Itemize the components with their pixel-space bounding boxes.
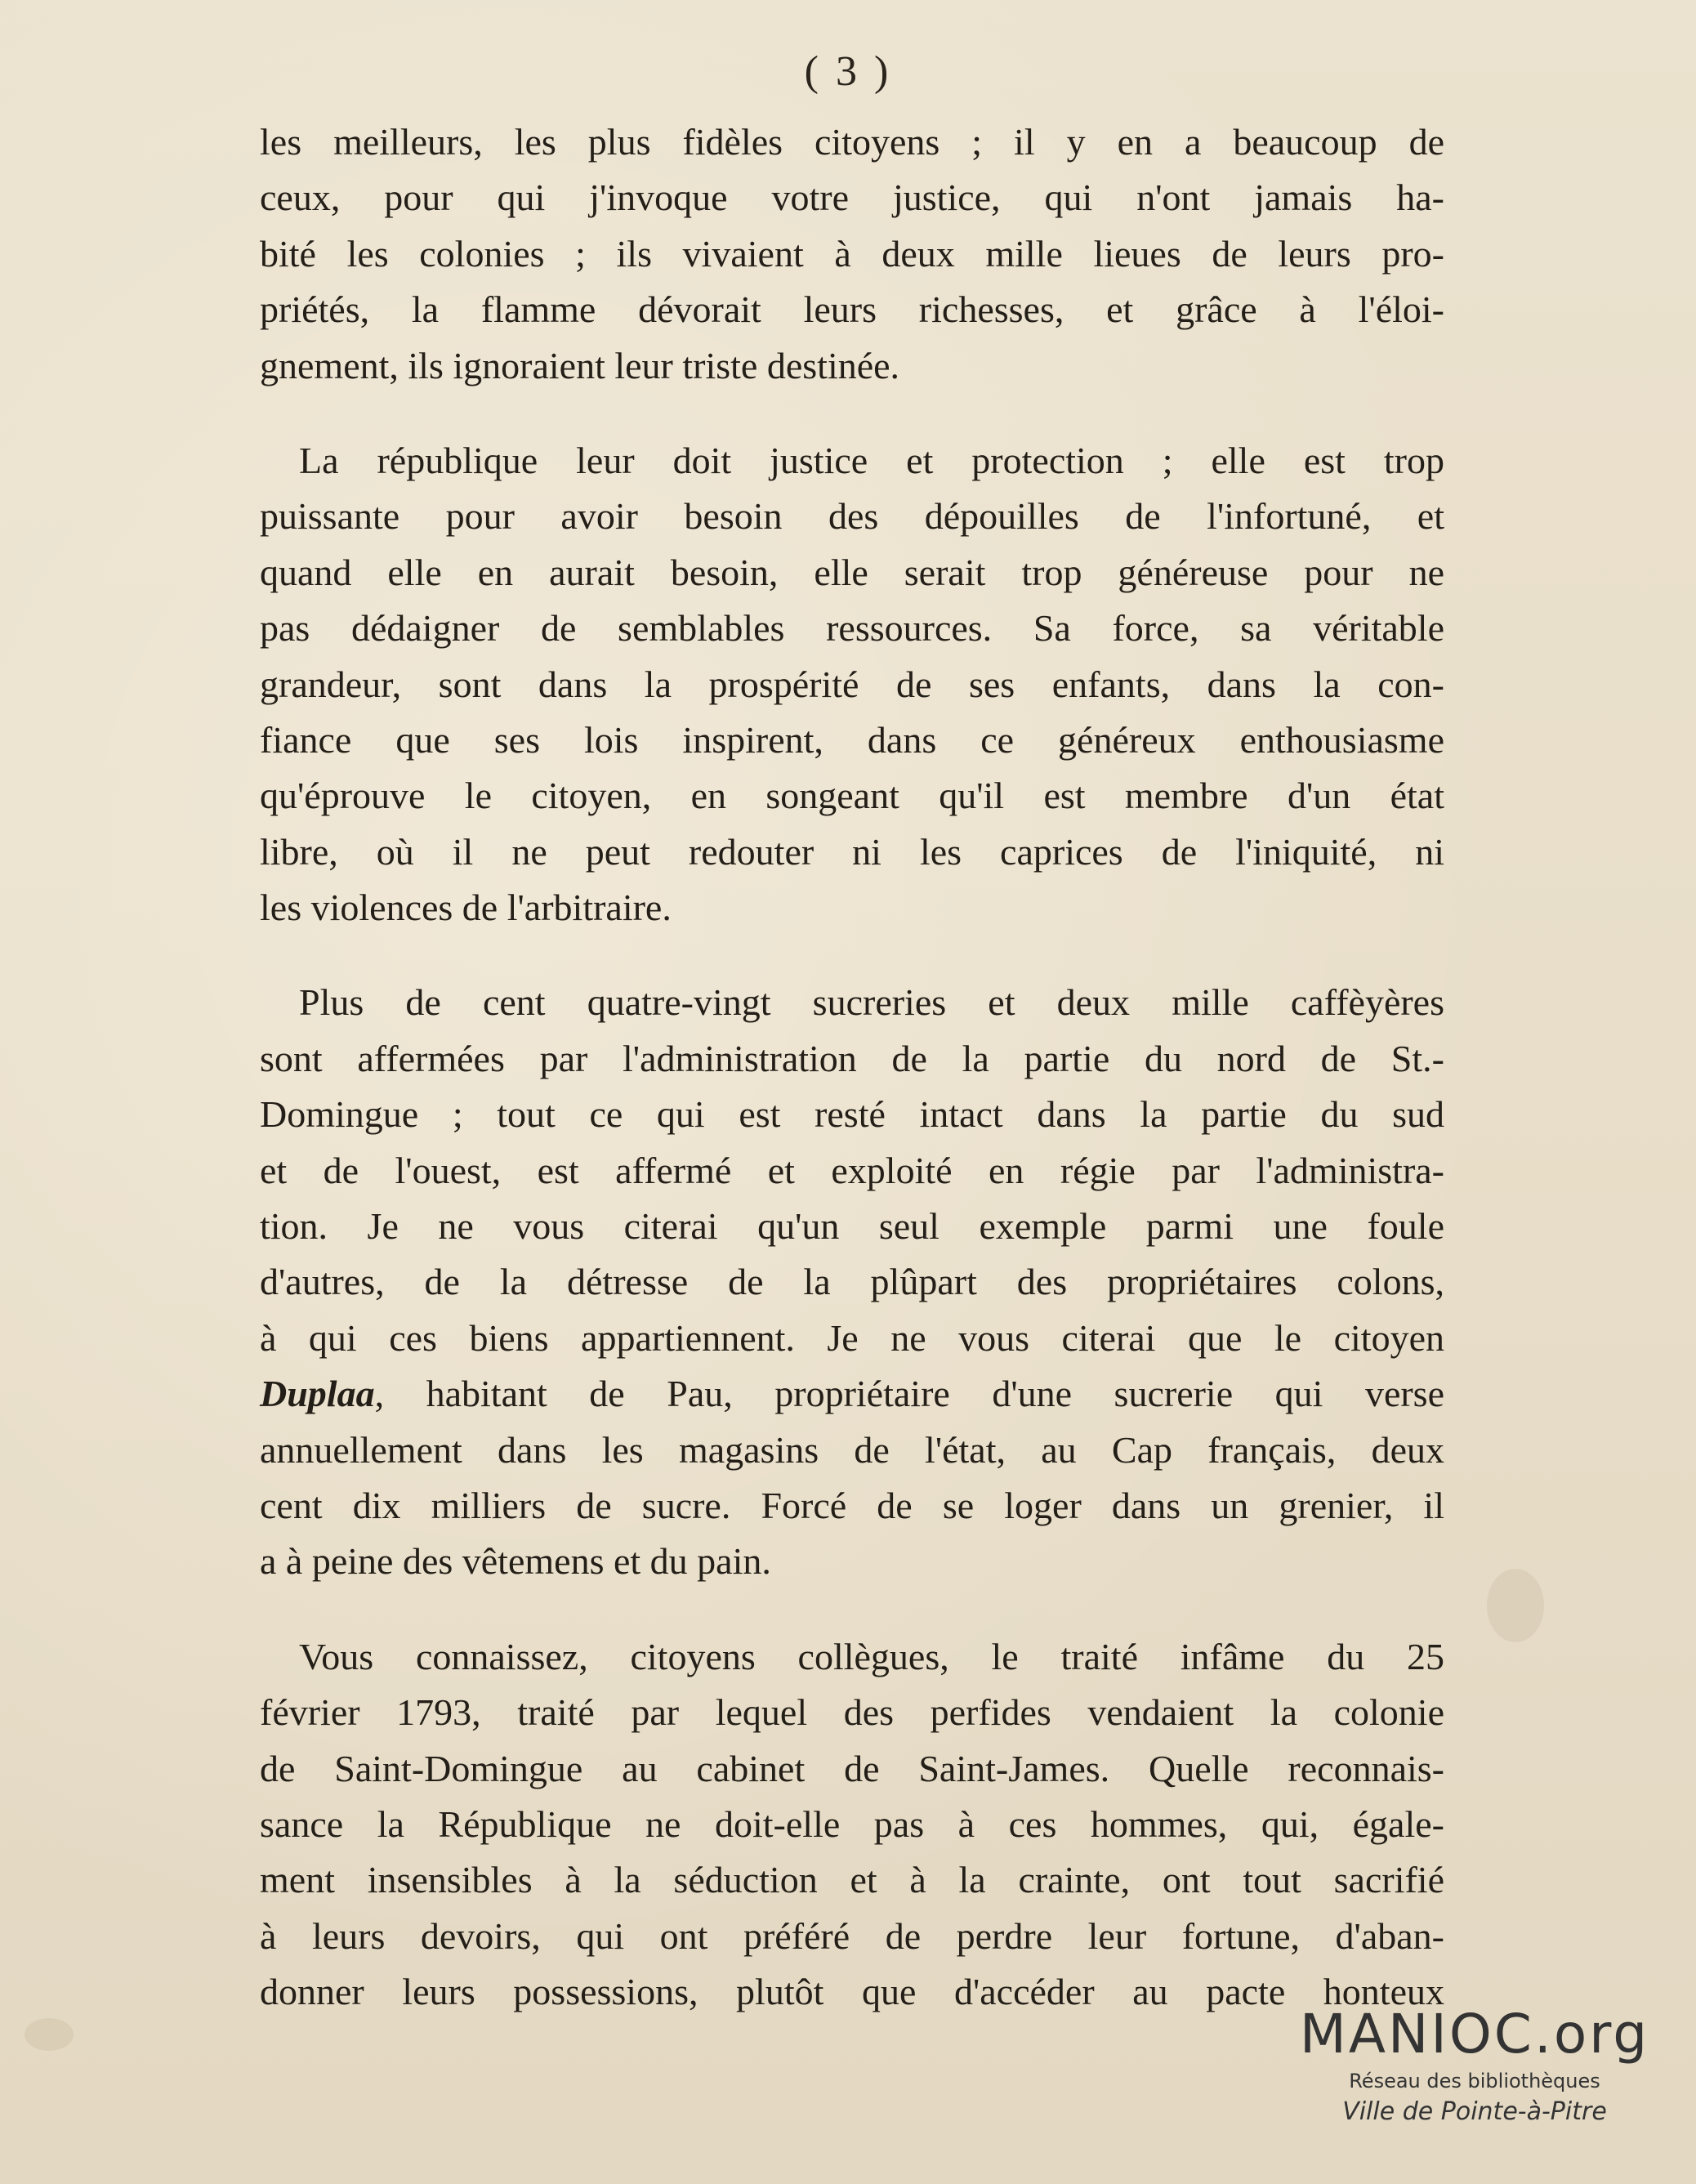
text-line: libre, où il ne peut redouter ni les caprices de l'iniquité, ni [260, 830, 1444, 873]
text-line: qu'éprouve le citoyen, en songeant qu'il est membre d'un état [260, 775, 1444, 817]
text-line: donner leurs possessions, plutôt que d'accéder au pacte honteux [260, 1971, 1444, 2013]
proper-name: Duplaa [260, 1373, 375, 1415]
paragraph-1 [260, 114, 1444, 394]
text-line: et de l'ouest, est affermé et exploité en régie par l'administra- [260, 1149, 1444, 1191]
text-line: février 1793, traité par lequel des perfides vendaient la colonie [260, 1691, 1444, 1734]
text-line: gnement, ils ignoraient leur triste destinée. [260, 344, 900, 386]
text-line: ment insensibles à la séduction et à la crainte, ont tout sacrifié [260, 1859, 1444, 1901]
text-line: sont affermées par l'administration de la partie du nord de St.- [260, 1037, 1444, 1079]
text-line: de Saint-Domingue au cabinet de Saint-James. Quelle reconnais- [260, 1747, 1444, 1789]
paragraph-4 [260, 1629, 1444, 2021]
manioc-logo: MANIOC.org [1299, 2003, 1650, 2066]
text-line: Domingue ; tout ce qui est resté intact dans la partie du sud [260, 1093, 1444, 1136]
paragraph-2 [260, 433, 1444, 936]
text-line: grandeur, sont dans la prospérité de ses enfants, dans la con- [260, 663, 1444, 705]
body-text [260, 114, 1444, 2021]
text-line: à leurs devoirs, qui ont préféré de perdre leur fortune, d'aban- [260, 1914, 1444, 1957]
text-line: ceux, pour qui j'invoque votre justice, qui n'ont jamais ha- [260, 176, 1444, 219]
text-line: quand elle en aurait besoin, elle serait trop généreuse pour ne [260, 551, 1444, 593]
watermark-subtitle: Réseau des bibliothèques [1349, 2070, 1600, 2092]
text-line: les meilleurs, les plus fidèles citoyens ; il y en a beaucoup de [260, 121, 1444, 163]
text-line: Vous connaissez, citoyens collègues, le traité infâme du 25 [299, 1635, 1444, 1677]
page-number: ( 3 ) [804, 48, 892, 95]
text-line: a à peine des vêtemens et du pain. [260, 1540, 771, 1583]
text-line: tion. Je ne vous citerai qu'un seul exemple parmi une foule [260, 1205, 1444, 1248]
paper-stain [25, 2018, 74, 2051]
paper-stain [1487, 1569, 1544, 1642]
text-line: sance la République ne doit-elle pas à ces hommes, qui, égale- [260, 1802, 1444, 1845]
text-line-with-name: Duplaa, habitant de Pau, propriétaire d'une sucrerie qui verse [260, 1373, 1444, 1415]
text-line: cent dix milliers de sucre. Forcé de se loger dans un grenier, il [260, 1484, 1444, 1526]
text-line: à qui ces biens appartiennent. Je ne vous citerai que le citoyen [260, 1316, 1444, 1359]
text-line: La république leur doit justice et protection ; elle est trop [299, 439, 1444, 481]
text-line: d'autres, de la détresse de la plûpart des propriétaires colons, [260, 1261, 1444, 1303]
text-line: Plus de cent quatre-vingt sucreries et deux mille caffèyères [299, 981, 1444, 1024]
text-line: pas dédaigner de semblables ressources. Sa force, sa véritable [260, 607, 1444, 650]
text-line: puissante pour avoir besoin des dépouilles de l'infortuné, et [260, 495, 1444, 538]
text-line: les violences de l'arbitraire. [260, 887, 672, 929]
text-line: priétés, la flamme dévorait leurs richesses, et grâce à l'éloi- [260, 288, 1444, 331]
text-line: fiance que ses lois inspirent, dans ce généreux enthousiasme [260, 718, 1444, 761]
text-line: annuellement dans les magasins de l'état, au Cap français, deux [260, 1428, 1444, 1471]
paragraph-3 [260, 975, 1444, 1589]
watermark-city: Ville de Pointe-à-Pitre [1342, 2097, 1607, 2126]
manioc-watermark [1283, 2002, 1667, 2129]
text-line: bité les colonies ; ils vivaient à deux mille lieues de leurs pro- [260, 232, 1444, 275]
